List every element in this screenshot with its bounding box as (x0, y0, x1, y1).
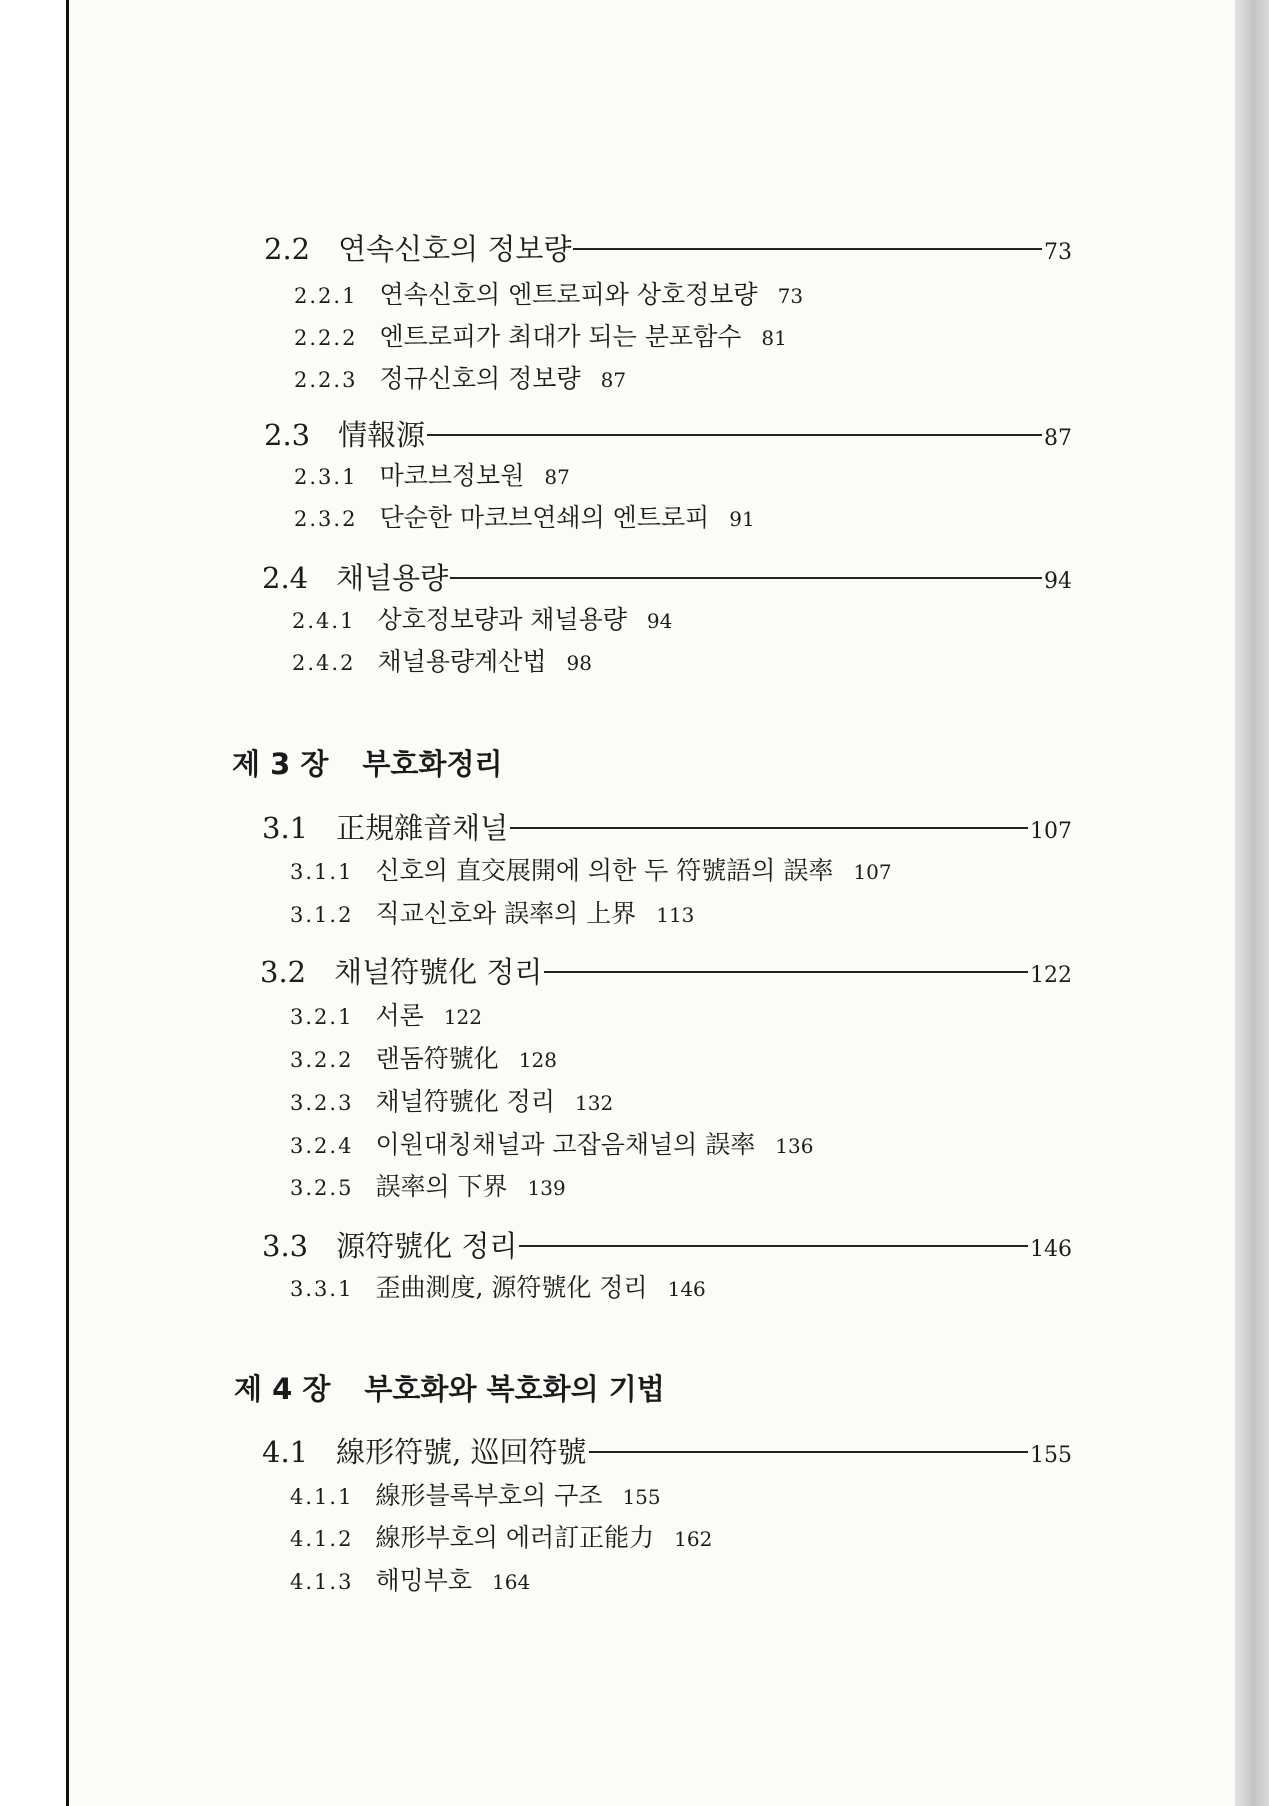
chapter-number: 제 4 장 (234, 1372, 331, 1406)
left-margin (0, 0, 66, 1806)
toc-subsection-2-3-2 (294, 498, 755, 534)
subsection-number: 2.4.2 (292, 651, 356, 675)
section-number: 2.4 (262, 561, 309, 595)
subsection-page: 113 (656, 903, 695, 927)
page-right-shadow (1235, 0, 1269, 1806)
toc-section-2-3 (264, 413, 1072, 454)
toc-subsection-2-4-2 (292, 642, 592, 678)
subsection-number: 3.1.1 (290, 860, 354, 884)
toc-subsection-2-2-3 (294, 359, 626, 395)
subsection-title: 정규신호의 정보량 (379, 364, 581, 393)
chapter-title: 부호화정리 (362, 747, 503, 781)
toc-section-4-1 (262, 1430, 1072, 1471)
subsection-title: 마코브정보원 (379, 461, 525, 490)
toc-section-3-3 (262, 1224, 1072, 1265)
toc-section-2-4 (262, 556, 1072, 597)
subsection-page: 91 (729, 507, 755, 531)
subsection-page: 146 (667, 1277, 706, 1301)
section-title: 正規雜音채널 (336, 811, 509, 845)
section-page: 146 (1030, 1237, 1072, 1262)
subsection-number: 2.2.2 (294, 326, 358, 350)
subsection-number: 3.2.4 (290, 1134, 354, 1158)
toc-section-3-1 (262, 806, 1072, 847)
subsection-page: 155 (622, 1485, 661, 1509)
subsection-title: 랜돔符號化 (375, 1044, 499, 1073)
dot-leader (589, 1451, 1028, 1453)
toc-section-3-2 (260, 950, 1072, 991)
subsection-title: 이원대칭채널과 고잡음채널의 誤率 (375, 1130, 756, 1159)
section-number: 2.3 (264, 418, 311, 452)
subsection-number: 3.2.3 (290, 1091, 354, 1115)
toc-subsection-3-1-1 (290, 851, 892, 887)
subsection-page: 87 (544, 465, 570, 489)
subsection-number: 4.1.1 (290, 1485, 354, 1509)
subsection-number: 3.2.2 (290, 1048, 354, 1072)
section-title: 채널용량 (336, 561, 449, 595)
subsection-title: 엔트로피가 최대가 되는 분포함수 (379, 322, 742, 351)
section-number: 3.2 (260, 955, 307, 989)
subsection-number: 4.1.2 (290, 1527, 354, 1551)
toc-subsection-3-1-2 (290, 894, 694, 930)
section-page: 87 (1044, 426, 1072, 451)
subsection-page: 136 (775, 1134, 814, 1158)
section-title: 情報源 (338, 418, 426, 452)
subsection-number: 4.1.3 (290, 1570, 354, 1594)
subsection-page: 122 (443, 1005, 482, 1029)
section-page: 94 (1044, 569, 1072, 594)
subsection-title: 誤率의 下界 (375, 1172, 508, 1201)
toc-chapter-4 (234, 1367, 665, 1408)
subsection-number: 3.3.1 (290, 1277, 354, 1301)
toc-subsection-3-2-3 (290, 1082, 613, 1118)
section-number: 3.1 (262, 811, 309, 845)
subsection-number: 2.4.1 (292, 609, 356, 633)
dot-leader (573, 248, 1042, 250)
toc-subsection-4-1-2 (290, 1518, 712, 1554)
subsection-page: 98 (566, 651, 592, 675)
subsection-number: 2.3.2 (294, 507, 358, 531)
chapter-number: 제 3 장 (232, 747, 329, 781)
subsection-title: 단순한 마코브연쇄의 엔트로피 (379, 503, 710, 532)
section-title: 線形符號, 巡回符號 (336, 1435, 587, 1469)
subsection-number: 3.2.1 (290, 1005, 354, 1029)
subsection-page: 94 (646, 609, 673, 633)
subsection-number: 3.2.5 (290, 1176, 354, 1200)
section-page: 107 (1030, 819, 1072, 844)
subsection-title: 신호의 直交展開에 의한 두 符號語의 誤率 (375, 856, 834, 885)
dot-leader (544, 971, 1028, 973)
toc-subsection-3-2-4 (290, 1125, 813, 1161)
subsection-number: 2.2.3 (294, 368, 358, 392)
toc-subsection-2-2-1 (294, 275, 803, 311)
subsection-number: 3.1.2 (290, 903, 354, 927)
subsection-page: 81 (761, 326, 787, 350)
subsection-page: 73 (777, 284, 804, 308)
subsection-title: 채널용량계산법 (377, 647, 547, 676)
toc-subsection-2-3-1 (294, 456, 570, 492)
toc-chapter-3 (232, 742, 502, 783)
dot-leader (510, 827, 1028, 829)
toc-subsection-3-2-1 (290, 996, 482, 1032)
section-title: 채널符號化 정리 (334, 955, 543, 989)
subsection-title: 채널符號化 정리 (375, 1087, 555, 1116)
subsection-title: 歪曲測度, 源符號化 정리 (375, 1273, 648, 1302)
section-page: 122 (1030, 963, 1072, 988)
toc-subsection-3-2-5 (290, 1167, 566, 1203)
subsection-page: 164 (492, 1570, 531, 1594)
toc-subsection-2-4-1 (292, 600, 672, 636)
subsection-title: 연속신호의 엔트로피와 상호정보량 (379, 280, 758, 309)
toc-section-2-2 (264, 227, 1072, 268)
toc-subsection-3-3-1 (290, 1268, 706, 1304)
subsection-number: 2.2.1 (294, 284, 358, 308)
subsection-page: 87 (600, 368, 627, 392)
dot-leader (427, 434, 1042, 436)
toc-subsection-4-1-3 (290, 1561, 530, 1597)
subsection-title: 직교신호와 誤率의 上界 (375, 899, 637, 928)
subsection-title: 해밍부호 (375, 1566, 473, 1595)
section-number: 4.1 (262, 1435, 309, 1469)
dot-leader (450, 577, 1042, 579)
subsection-title: 線形부호의 에러訂正能力 (375, 1523, 655, 1552)
subsection-page: 139 (527, 1176, 566, 1200)
section-title: 연속신호의 정보량 (338, 232, 572, 266)
subsection-page: 132 (575, 1091, 614, 1115)
subsection-page: 128 (518, 1048, 557, 1072)
subsection-page: 107 (853, 860, 892, 884)
dot-leader (519, 1245, 1028, 1247)
subsection-page: 162 (674, 1527, 713, 1551)
toc-subsection-3-2-2 (290, 1039, 557, 1075)
section-number: 3.3 (262, 1229, 309, 1263)
section-page: 73 (1044, 240, 1072, 265)
section-page: 155 (1030, 1443, 1072, 1468)
subsection-title: 상호정보량과 채널용량 (377, 605, 627, 634)
toc-subsection-2-2-2 (294, 317, 787, 353)
subsection-number: 2.3.1 (294, 465, 358, 489)
toc-subsection-4-1-1 (290, 1476, 661, 1512)
section-title: 源符號化 정리 (336, 1229, 518, 1263)
subsection-title: 서론 (375, 1001, 424, 1030)
chapter-title: 부호화와 복호화의 기법 (364, 1372, 665, 1406)
section-number: 2.2 (264, 232, 311, 266)
subsection-title: 線形블록부호의 구조 (375, 1481, 603, 1510)
